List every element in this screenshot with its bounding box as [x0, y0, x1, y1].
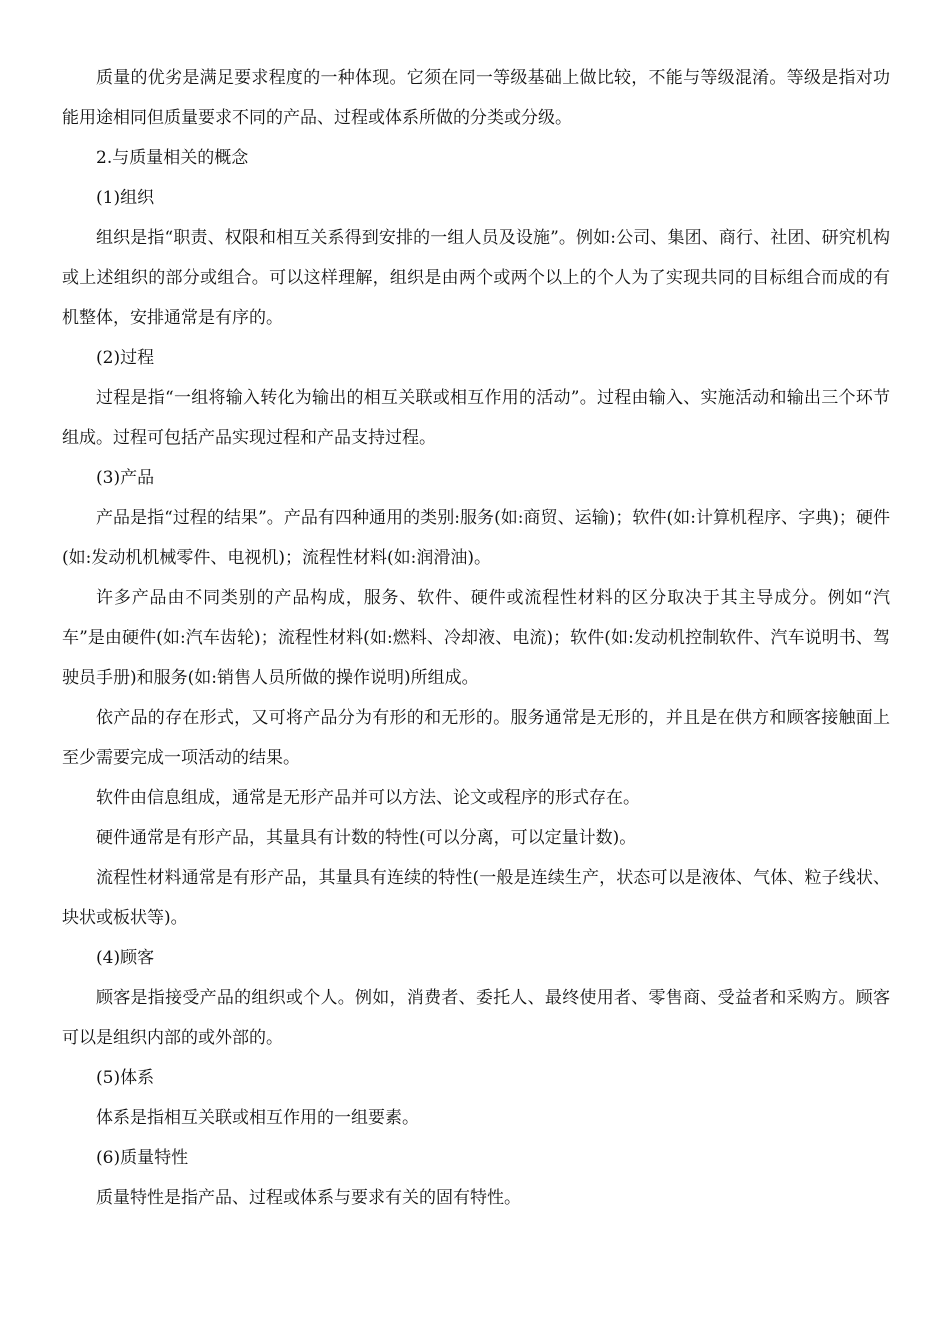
subheading-system: (5)体系 [96, 1068, 155, 1088]
document-page [62, 58, 890, 1218]
paragraph-hardware: 硬件通常是有形产品，其量具有计数的特性(可以分离，可以定量计数)。 [96, 828, 637, 848]
subheading-organization: (1)组织 [96, 188, 155, 208]
paragraph-quality-characteristics: 质量特性是指产品、过程或体系与要求有关的固有特性。 [96, 1188, 521, 1208]
paragraph-quality-grade: 质量的优劣是满足要求程度的一种体现。它须在同一等级基础上做比较，不能与等级混淆。等级是指对功能用途相同但质量要求不同的产品、过程或体系所做的分类或分级。 [62, 68, 890, 128]
subheading-quality-characteristics: (6)质量特性 [96, 1148, 189, 1168]
paragraph-customer: 顾客是指接受产品的组织或个人。例如，消费者、委托人、最终使用者、零售商、受益者和采购方。顾客可以是组织内部的或外部的。 [62, 988, 890, 1048]
subheading-product: (3)产品 [96, 468, 155, 488]
paragraph-software: 软件由信息组成，通常是无形产品并可以方法、论文或程序的形式存在。 [96, 788, 640, 808]
paragraph-process: 过程是指“一组将输入转化为输出的相互关联或相互作用的活动”。过程由输入、实施活动和输出三个环节组成。过程可包括产品实现过程和产品支持过程。 [62, 388, 890, 448]
paragraph-organization: 组织是指“职责、权限和相互关系得到安排的一组人员及设施”。例如:公司、集团、商行、社团、研究机构或上述组织的部分或组合。可以这样理解，组织是由两个或两个以上的个人为了实现共同的目标组合而成的有机整体，安排通常是有序的。 [62, 228, 890, 328]
paragraph-processed-materials: 流程性材料通常是有形产品，其量具有连续的特性(一般是连续生产，状态可以是液体、气体、粒子线状、块状或板状等)。 [62, 868, 890, 928]
subheading-customer: (4)顾客 [96, 948, 155, 968]
paragraph-product-definition: 产品是指“过程的结果”。产品有四种通用的类别:服务(如:商贸、运输)；软件(如:计算机程序、字典)；硬件(如:发动机机械零件、电视机)；流程性材料(如:润滑油)。 [62, 508, 890, 568]
section-heading-related-concepts: 2.与质量相关的概念 [96, 148, 249, 168]
paragraph-system: 体系是指相互关联或相互作用的一组要素。 [96, 1108, 419, 1128]
subheading-process: (2)过程 [96, 348, 155, 368]
paragraph-product-form: 依产品的存在形式，又可将产品分为有形的和无形的。服务通常是无形的，并且是在供方和顾客接触面上至少需要完成一项活动的结果。 [62, 708, 890, 768]
paragraph-product-composition: 许多产品由不同类别的产品构成，服务、软件、硬件或流程性材料的区分取决于其主导成分。例如“汽车”是由硬件(如:汽车齿轮)；流程性材料(如:燃料、冷却液、电流)；软件(如:发动机控制软件、汽车说明书、驾驶员手册)和服务(如:销售人员所做的操作说明)所组成。 [62, 588, 890, 688]
